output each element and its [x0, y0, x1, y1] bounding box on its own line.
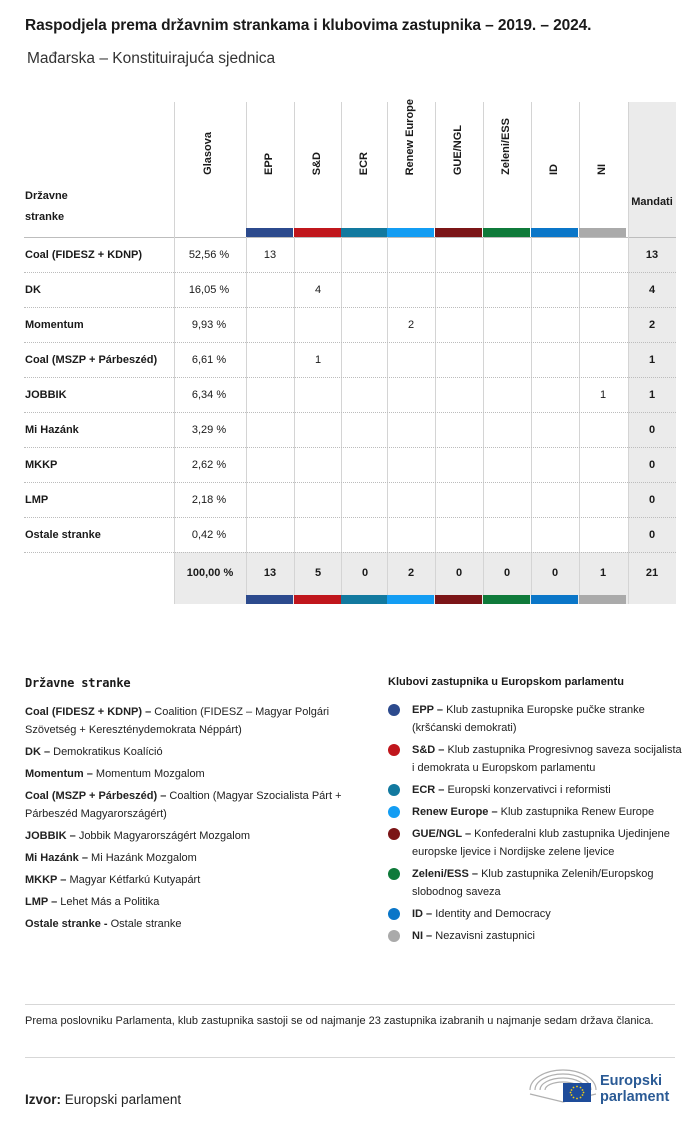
row-votes: 16,05 % [188, 284, 230, 296]
party-full-name: Momentum Mozgalom [95, 768, 205, 780]
row-seats: 13 [263, 249, 277, 261]
row-seats [246, 448, 294, 483]
row-seats [483, 308, 531, 343]
header-group: ECR [358, 151, 370, 175]
party-abbr: MKKP – [25, 874, 67, 886]
total-seats: 2 [407, 567, 415, 579]
row-seats [294, 378, 342, 413]
group-color-dot-icon [388, 806, 400, 818]
header-group: Renew Europe [404, 98, 416, 175]
total-seats: 0 [455, 567, 463, 579]
row-seats [579, 238, 627, 273]
row-seats [435, 273, 483, 308]
row-seats [435, 308, 483, 343]
party-legend-item [25, 849, 370, 867]
header-group: Zeleni/ESS [500, 118, 512, 175]
group-color-bar [246, 228, 293, 237]
group-color-bar [294, 228, 341, 237]
table-row [24, 378, 676, 413]
total-seats: 0 [503, 567, 511, 579]
row-seats [341, 483, 389, 518]
row-seats [531, 273, 579, 308]
row-seats [294, 238, 342, 273]
party-legend-item [25, 703, 370, 739]
source-value: Europski parlament [64, 1092, 182, 1107]
row-mandates: 1 [648, 389, 656, 401]
row-seats [483, 448, 531, 483]
row-seats [341, 308, 389, 343]
party-full-name: Demokratikus Koalíció [53, 746, 163, 758]
row-mandates: 0 [648, 424, 656, 436]
group-legend-item [388, 905, 684, 923]
group-legend [388, 676, 684, 949]
party-legend-item [25, 871, 370, 889]
row-seats [483, 273, 531, 308]
row-seats [579, 518, 627, 553]
group-legend-item [388, 701, 684, 737]
row-seats [387, 378, 435, 413]
header-group: S&D [311, 151, 323, 175]
group-full-name: Klub zastupnika Europske pučke stranke (kršćanski demokrati) [412, 704, 645, 734]
table-row [24, 238, 676, 273]
group-full-name: Klub zastupnika Zelenih/Europskog slobodnog saveza [412, 868, 654, 898]
group-legend-item [388, 927, 684, 945]
row-seats [483, 343, 531, 378]
group-legend-item [388, 803, 684, 821]
group-full-name: Nezavisni zastupnici [435, 930, 535, 942]
group-color-bar [341, 595, 388, 604]
row-seats [483, 238, 531, 273]
group-abbr: ECR – [412, 784, 445, 796]
row-mandates: 13 [645, 249, 659, 261]
party-abbr: Coal (MSZP + Párbeszéd) – [25, 790, 167, 802]
group-color-bar [246, 595, 293, 604]
group-abbr: NI – [412, 930, 433, 942]
party-abbr: Coal (FIDESZ + KDNP) – [25, 706, 152, 718]
row-seats [579, 308, 627, 343]
row-party: DK [25, 284, 41, 296]
row-party: Momentum [25, 319, 84, 331]
row-seats [483, 413, 531, 448]
row-seats [435, 413, 483, 448]
row-mandates: 0 [648, 459, 656, 471]
row-party: Coal (MSZP + Párbeszéd) [25, 354, 158, 366]
row-party: Mi Hazánk [25, 424, 79, 436]
footnote: Prema poslovniku Parlamenta, klub zastupnika sastoji se od najmanje 23 zastupnika izabranih u najmanje sedam država članica. [25, 1015, 654, 1027]
table-row [24, 343, 676, 378]
party-legend-item [25, 893, 370, 911]
row-votes: 3,29 % [191, 424, 227, 436]
party-legend [25, 676, 370, 937]
group-full-name: Identity and Democracy [435, 908, 551, 920]
total-votes: 100,00 % [186, 567, 234, 579]
party-legend-item [25, 765, 370, 783]
group-color-bar [531, 595, 578, 604]
party-legend-item [25, 915, 370, 933]
group-color-bar [483, 595, 530, 604]
group-color-dot-icon [388, 784, 400, 796]
group-color-bar [579, 228, 626, 237]
row-seats [387, 518, 435, 553]
row-seats [387, 413, 435, 448]
row-seats [531, 483, 579, 518]
party-full-name: Ostale stranke [110, 918, 182, 930]
total-seats: 0 [361, 567, 369, 579]
row-seats [531, 238, 579, 273]
group-legend-item [388, 825, 684, 861]
row-seats [294, 483, 342, 518]
ep-hemicycle-icon [528, 1066, 598, 1106]
party-legend-title: Državne stranke [25, 676, 131, 690]
row-seats [387, 448, 435, 483]
party-abbr: Ostale stranke - [25, 918, 108, 930]
row-seats [531, 518, 579, 553]
header-group: GUE/NGL [452, 124, 464, 175]
table-row [24, 518, 676, 553]
total-seats: 1 [599, 567, 607, 579]
row-seats [435, 378, 483, 413]
row-seats [246, 343, 294, 378]
row-seats [341, 378, 389, 413]
row-seats [435, 343, 483, 378]
row-seats [531, 308, 579, 343]
row-seats: 1 [599, 389, 607, 401]
party-full-name: Lehet Más a Politika [60, 896, 160, 908]
group-abbr: Zeleni/ESS – [412, 868, 479, 880]
row-seats [579, 448, 627, 483]
row-seats [531, 378, 579, 413]
row-seats [246, 378, 294, 413]
row-seats [483, 378, 531, 413]
row-seats [579, 413, 627, 448]
row-seats [294, 413, 342, 448]
row-party: Coal (FIDESZ + KDNP) [25, 249, 143, 261]
row-seats [483, 518, 531, 553]
row-seats [579, 343, 627, 378]
row-votes: 6,61 % [191, 354, 227, 366]
header-group: NI [596, 164, 608, 175]
source [25, 1092, 181, 1107]
row-seats [341, 273, 389, 308]
group-abbr: ID – [412, 908, 433, 920]
group-color-dot-icon [388, 744, 400, 756]
row-seats [246, 273, 294, 308]
party-full-name: Magyar Kétfarkú Kutyapárt [69, 874, 201, 886]
party-legend-item [25, 827, 370, 845]
row-seats [435, 238, 483, 273]
row-party: LMP [25, 494, 49, 506]
row-seats [246, 308, 294, 343]
row-seats: 2 [407, 319, 415, 331]
group-color-bar [483, 228, 530, 237]
row-seats: 1 [314, 354, 322, 366]
header-party: Državne stranke [25, 190, 68, 223]
row-seats [294, 518, 342, 553]
group-color-dot-icon [388, 868, 400, 880]
page-subtitle: Mađarska – Konstituirajuća sjednica [27, 50, 276, 67]
divider [25, 1057, 675, 1058]
row-mandates: 1 [648, 354, 656, 366]
party-legend-item [25, 787, 370, 823]
row-seats [531, 448, 579, 483]
row-seats [341, 518, 389, 553]
header-mandates: Mandati [631, 196, 673, 208]
divider [25, 1004, 675, 1005]
row-seats [246, 518, 294, 553]
group-full-name: Europski konzervativci i reformisti [447, 784, 611, 796]
party-full-name: Mi Hazánk Mozgalom [91, 852, 197, 864]
party-full-name: Jobbik Magyarországért Mozgalom [78, 830, 250, 842]
row-mandates: 0 [648, 529, 656, 541]
group-color-dot-icon [388, 908, 400, 920]
page-title: Raspodjela prema državnim strankama i klubovima zastupnika – 2019. – 2024. [25, 17, 592, 34]
group-legend-item [388, 865, 684, 901]
row-seats [531, 343, 579, 378]
row-party: JOBBIK [25, 389, 67, 401]
row-seats [341, 413, 389, 448]
row-seats [579, 483, 627, 518]
row-seats [246, 483, 294, 518]
table-row [24, 308, 676, 343]
group-color-dot-icon [388, 704, 400, 716]
group-abbr: S&D – [412, 744, 445, 756]
row-seats [387, 343, 435, 378]
row-votes: 2,62 % [191, 459, 227, 471]
row-seats [294, 448, 342, 483]
group-full-name: Konfederalni klub zastupnika Ujedinjene europske ljevice i Nordijske zelene ljevice [412, 828, 670, 858]
row-mandates: 0 [648, 494, 656, 506]
ep-logo [528, 1066, 678, 1106]
table-row [24, 483, 676, 518]
table-row [24, 273, 676, 308]
row-votes: 0,42 % [191, 529, 227, 541]
group-color-bar [435, 228, 482, 237]
group-full-name: Klub zastupnika Progresivnog saveza socijalista i demokrata u Europskom parlamentu [412, 744, 682, 774]
table-row [24, 413, 676, 448]
row-seats [341, 343, 389, 378]
results-table [24, 98, 676, 579]
totals-row [24, 552, 676, 595]
group-abbr: EPP – [412, 704, 443, 716]
row-seats [341, 448, 389, 483]
group-color-bar [294, 595, 341, 604]
header-group: ID [548, 164, 560, 175]
row-mandates: 4 [648, 284, 656, 296]
row-mandates: 2 [648, 319, 656, 331]
party-legend-item [25, 743, 370, 761]
header-group: EPP [263, 152, 275, 175]
group-color-dot-icon [388, 930, 400, 942]
group-color-bar [387, 228, 434, 237]
row-votes: 2,18 % [191, 494, 227, 506]
row-seats [341, 238, 389, 273]
party-abbr: LMP – [25, 896, 58, 908]
party-abbr: Mi Hazánk – [25, 852, 88, 864]
group-abbr: Renew Europe – [412, 806, 498, 818]
group-color-bar [531, 228, 578, 237]
party-abbr: DK – [25, 746, 51, 758]
total-seats: 5 [314, 567, 322, 579]
source-label: Izvor: [25, 1092, 62, 1107]
row-seats [387, 483, 435, 518]
group-color-bar [579, 595, 626, 604]
group-color-bar [341, 228, 388, 237]
row-seats [435, 483, 483, 518]
party-full-name: Coalition (FIDESZ – Magyar Polgári Szövetség + Kereszténydemokrata Néppárt) [25, 706, 330, 736]
ep-logo-text: Europski parlament [600, 1073, 670, 1105]
group-legend-item [388, 781, 684, 799]
row-votes: 52,56 % [188, 249, 230, 261]
row-votes: 6,34 % [191, 389, 227, 401]
party-full-name: Coaltion (Magyar Szocialista Párt + Párbeszéd Magyarországért) [25, 790, 342, 820]
group-color-dot-icon [388, 828, 400, 840]
group-full-name: Klub zastupnika Renew Europe [500, 806, 655, 818]
total-mandates: 21 [645, 567, 659, 579]
group-color-bar [435, 595, 482, 604]
row-party: Ostale stranke [25, 529, 101, 541]
group-legend-title: Klubovi zastupnika u Europskom parlamentu [388, 676, 624, 688]
row-votes: 9,93 % [191, 319, 227, 331]
total-seats: 0 [551, 567, 559, 579]
group-color-bar [387, 595, 434, 604]
row-seats [294, 308, 342, 343]
row-seats [483, 483, 531, 518]
table-row [24, 448, 676, 483]
party-abbr: JOBBIK – [25, 830, 76, 842]
row-seats [387, 273, 435, 308]
total-seats: 13 [263, 567, 277, 579]
row-seats [579, 273, 627, 308]
row-seats [246, 413, 294, 448]
row-seats [435, 518, 483, 553]
header-votes: Glasova [202, 132, 214, 175]
row-seats [435, 448, 483, 483]
party-abbr: Momentum – [25, 768, 93, 780]
row-party: MKKP [25, 459, 58, 471]
row-seats: 4 [314, 284, 322, 296]
group-abbr: GUE/NGL – [412, 828, 472, 840]
row-seats [531, 413, 579, 448]
group-legend-item [388, 741, 684, 777]
row-seats [387, 238, 435, 273]
